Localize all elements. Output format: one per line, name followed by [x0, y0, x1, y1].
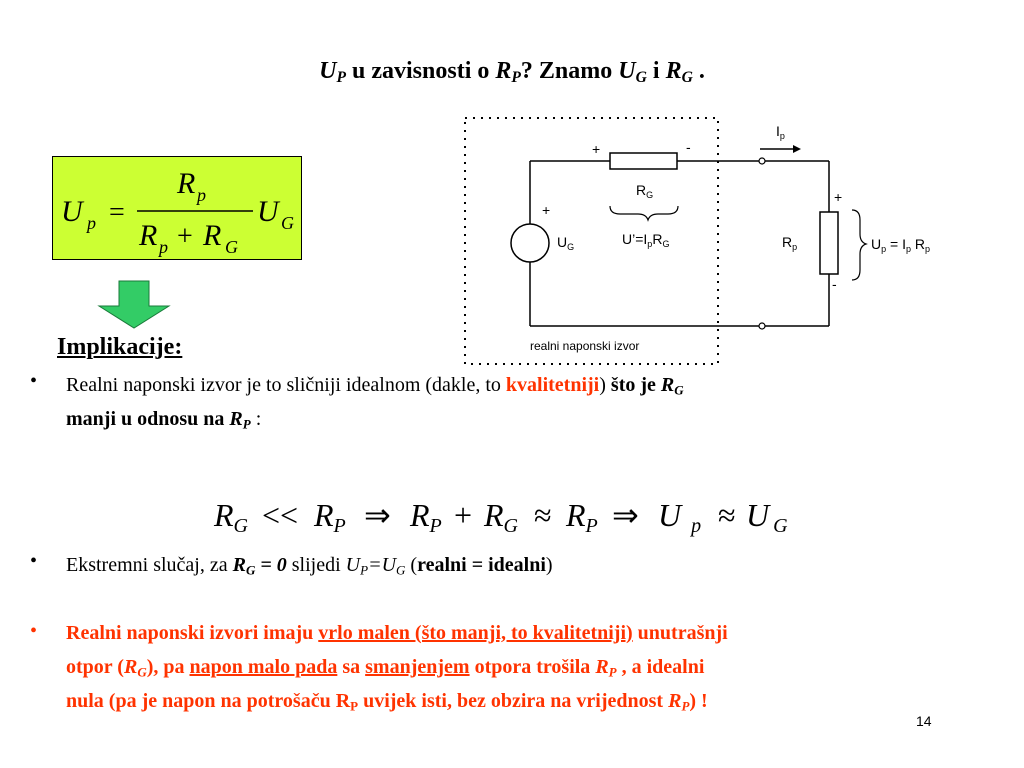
slide-title: $U_P$ u zavisnosti o $R_P$? Znamo $U_G$ i $R_G$ . — [319, 58, 705, 86]
current-label: $I_p$ — [776, 123, 785, 141]
circuit-diagram — [460, 114, 980, 370]
terminal-bottom — [759, 323, 765, 329]
formula-rhs: U — [257, 195, 279, 228]
svg-text:p: p — [197, 185, 206, 205]
voltage-drop-brace — [610, 206, 678, 220]
ug-label: $U_G$ — [557, 234, 575, 252]
rg-minus-sign: - — [686, 139, 691, 155]
source-plus-sign: + — [542, 202, 551, 218]
up-label: $U_p = I_p$ $R_p$ — [871, 236, 931, 254]
title-up: U — [319, 58, 337, 84]
highlight-kvalitetniji: kvalitetniji — [505, 374, 600, 396]
down-arrow-icon — [97, 280, 171, 335]
bullet-2-text: Ekstremni slučaj, za $R_G = 0$ slijedi $U_P=U_G$ (realni = idealni) — [66, 554, 553, 578]
internal-resistor-rg — [610, 153, 677, 169]
rp-label: $R_p$ — [782, 234, 798, 252]
bullet-dot-3: • — [30, 620, 38, 642]
circuit-caption: realni naponski izvor — [530, 339, 640, 353]
rg-plus-sign: + — [592, 141, 601, 157]
formula-denominator-2: R — [203, 219, 222, 252]
svg-text:p: p — [87, 213, 96, 233]
voltage-source-ug — [511, 224, 549, 262]
load-resistor-rp — [820, 212, 838, 274]
main-equation — [200, 492, 840, 540]
terminal-top — [759, 158, 765, 164]
load-minus-sign: - — [832, 276, 837, 292]
implications-heading: Implikacije: — [57, 334, 183, 360]
svg-text:p: p — [159, 237, 168, 257]
formula-numerator: R — [177, 167, 196, 200]
bullet-dot-1: • — [30, 370, 38, 392]
formula-equals: = — [109, 197, 125, 228]
load-plus-sign: + — [834, 189, 843, 205]
bullet-3-text: Realni naponski izvori imaju vrlo malen (što manji, to kvalitetniji) unutrašnji otpor $(R_G)$, pa napon malo pada sa smanjenjem otpora trošila $R_P$ , a idealni nula (pa je napon na potrošaču $R_P$ uvijek isti, bez obzira na vrijednost $R_P$) ! — [66, 622, 728, 714]
formula-denominator-1: R — [139, 219, 158, 252]
svg-text:+: + — [177, 221, 193, 252]
page-number: 14 — [916, 713, 932, 729]
formula-lhs: U — [61, 195, 83, 228]
formula-svg — [53, 157, 303, 261]
svg-text:G: G — [225, 237, 238, 257]
voltage-drop-label: $U’=I_pR_G$ — [622, 231, 670, 249]
svg-text:G: G — [281, 213, 294, 233]
rg-label: $R_G$ — [636, 182, 654, 200]
load-voltage-brace — [852, 210, 866, 280]
bullet-dot-2: • — [30, 550, 38, 572]
formula-box — [52, 156, 302, 260]
bullet-1-text: Realni naponski izvor je to sličniji idealnom (dakle, to kvalitetniji) što je $R_G$ manji u odnosu na $R_P$ : — [66, 374, 684, 432]
svg-text:RG << RP ⇒ RP: RG << RP ⇒ RP + RG ≈ RP ⇒ U p ≈ U G — [214, 497, 788, 537]
